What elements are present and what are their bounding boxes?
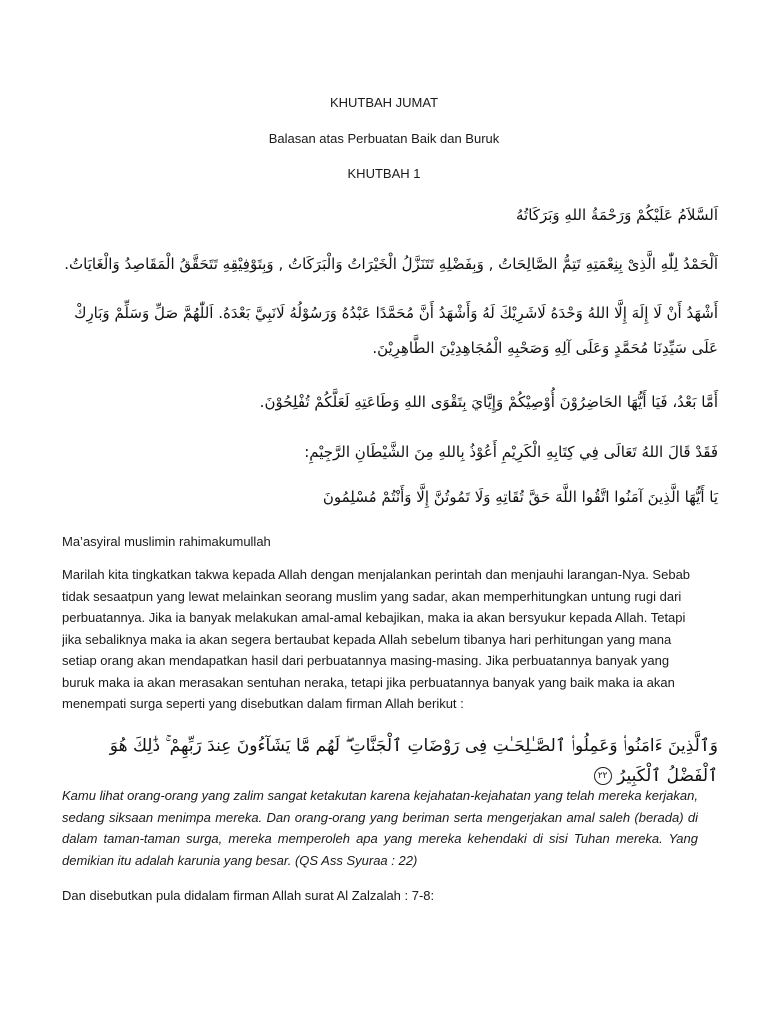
ayah-number-marker: ٢٢ bbox=[594, 767, 612, 785]
body-paragraph: Marilah kita tingkatkan takwa kepada Allah dengan menjalankan perintah dan menjauhi larangan-Nya. Sebab tidak sesaatpun yang lewat melainkan seorang muslim yang sadar, akan memperhitungkan untung rugi dari perbuatannya. Jika ia banyak melakukan amal-amal kebajikan, maka ia akan bersyukur kepada Allah. Tetapi jika sebaliknya maka ia akan segera bertaubat kepada Allah sebelum tibanya hari perhitungan yang mana setiap orang akan mendapatkan hasil dari perbuatannya masing-masing. Jika perbuatannya banyak yang buruk maka ia akan merasakan sentuhan neraka, tetapi jika perbuatannya banyak yang baik maka ia akan menempati surga seperti yang disebutkan dalam firman Allah berikut : bbox=[62, 567, 691, 711]
arabic-salam: اَلسَّلاَمُ عَلَيْكُمْ وَرَحْمَةُ اللهِ وَبَرَكَاتُهُ bbox=[516, 206, 718, 224]
greeting-text: Ma’asyiral muslimin rahimakumullah bbox=[62, 534, 271, 549]
arabic-ayat-taqwa: يَا أَيُّهَا الَّذِينَ آمَنُوا اتَّقُوا اللَّهَ حَقَّ تُقَاتِهِ وَلَا تَمُوتُنَّ إِلَّا وَأَنْتُمْ مُسْلِمُونَ bbox=[322, 488, 718, 506]
closing-text: Dan disebutkan pula didalam firman Allah surat Al Zalzalah : 7-8: bbox=[62, 888, 435, 903]
arabic-amma-badu: أَمَّا بَعْدُ، فَيَا أَيُّهَا الحَاضِرُوْنَ أُوْصِيْكُمْ وَإِيَّايَ بِتَقْوَى اللهِ وَطَاعَتِهِ لَعَلَّكُمْ تُفْلِحُوْنَ. bbox=[259, 393, 718, 411]
ayat-syura-text: وَٱلَّذِينَ ءَامَنُوا۟ وَعَمِلُوا۟ ٱلصَّـٰلِحَـٰتِ فِى رَوْضَاتِ ٱلْجَنَّاتِ ۖ لَهُم مَّا يَشَآءُونَ عِندَ رَبِّهِمْ ۚ ذَٰلِكَ هُوَ ٱلْفَضْلُ ٱلْكَبِيرُ bbox=[109, 736, 718, 786]
arabic-ayat-syura bbox=[60, 731, 718, 791]
page-title: KHUTBAH JUMAT bbox=[329, 95, 439, 110]
arabic-syahadat: أَشْهَدُ أَنْ لَا إِلَهَ إِلَّا اللهُ وَحْدَهُ لَاشَرِيْكَ لَهُ وَأَشْهَدُ أَنَّ مُحَمَّدًا عَبْدُهُ وَرَسُوْلُهُ لَانَبِيَّ بَعْدَهُ. اَللّٰهُمَّ صَلِّ وَسَلِّمْ وَبَارِكْ عَلَى سَيِّدِنَا مُحَمَّدٍ وَعَلَى آلِهِ وَصَحْبِهِ الْمُجَاهِدِيْنَ الطَّاهِرِيْنَ. bbox=[74, 304, 718, 357]
arabic-hamdalah: اَلْحَمْدُ لِلّٰهِ الَّذِىْ بِنِعْمَتِهِ تَتِمُّ الصَّالِحَاتُ , وَبِفَضْلِهِ تَتَنَزَّلُ الْخَيْرَاتُ وَالْبَرَكَاتُ , وَبِتَوْفِيْقِهِ تَتَحَقَّقُ الْمَقَاصِدُ وَالْغَايَاتُ. bbox=[64, 255, 718, 273]
page-subtitle: Balasan atas Perbuatan Baik dan Buruk bbox=[268, 131, 500, 146]
arabic-qola: فَقَدْ قَالَ اللهُ تَعَالَى فِي كِتَابِهِ الْكَرِيْمِ أَعُوْذُ بِاللهِ مِنَ الشَّيْطَانِ الرَّجِيْمِ: bbox=[304, 443, 718, 461]
section-heading: KHUTBAH 1 bbox=[347, 166, 421, 181]
translation-paragraph: Kamu lihat orang-orang yang zalim sangat ketakutan karena kejahatan-kejahatan yang telah mereka kerjakan, sedang siksaan menimpa mereka. Dan orang-orang yang beriman serta mengerjakan amal saleh (berada) di dalam taman-taman surga, mereka memperoleh apa yang mereka kehendaki di sisi Tuhan mereka. Yang demikian itu adalah karunia yang besar. (QS Ass Syuraa : 22) bbox=[62, 788, 698, 868]
